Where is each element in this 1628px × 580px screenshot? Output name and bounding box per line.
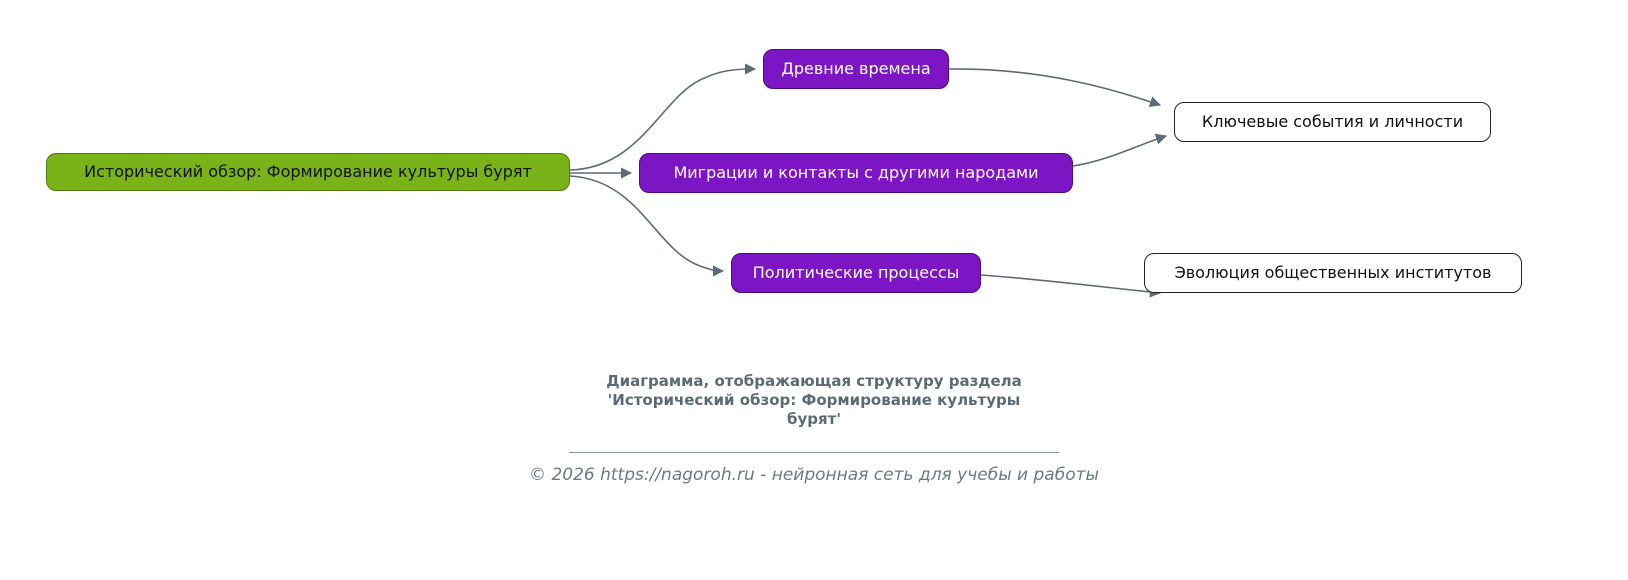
node-ancient-label: Древние времена (781, 59, 931, 79)
caption-line-2: 'Исторический обзор: Формирование культуры (607, 390, 1021, 409)
diagram-caption (0, 372, 1628, 428)
node-institutions[interactable] (1144, 253, 1522, 293)
node-migration-label: Миграции и контакты с другими народами (673, 163, 1039, 183)
edge-migration-to-keyevents (1073, 136, 1166, 166)
caption-line-3: бурят' (787, 409, 841, 428)
caption-divider (569, 452, 1059, 453)
node-key-events[interactable] (1174, 102, 1491, 142)
edge-ancient-to-keyevents (949, 69, 1160, 105)
edge-politics-to-institutions (981, 275, 1160, 293)
caption-line-1: Диаграмма, отображающая структуру раздела (606, 372, 1022, 390)
node-politics[interactable] (731, 253, 981, 293)
node-politics-label: Политические процессы (752, 263, 960, 283)
node-key-events-label: Ключевые события и личности (1201, 112, 1464, 132)
node-ancient[interactable] (763, 49, 949, 89)
node-root-label: Исторический обзор: Формирование культуры бурят (84, 162, 532, 182)
node-root[interactable] (46, 153, 570, 191)
node-migration[interactable] (639, 153, 1073, 193)
node-institutions-label: Эволюция общественных институтов (1174, 263, 1492, 283)
footer-credit: © 2026 https://nagoroh.ru - нейронная сеть для учебы и работы (529, 465, 1099, 485)
